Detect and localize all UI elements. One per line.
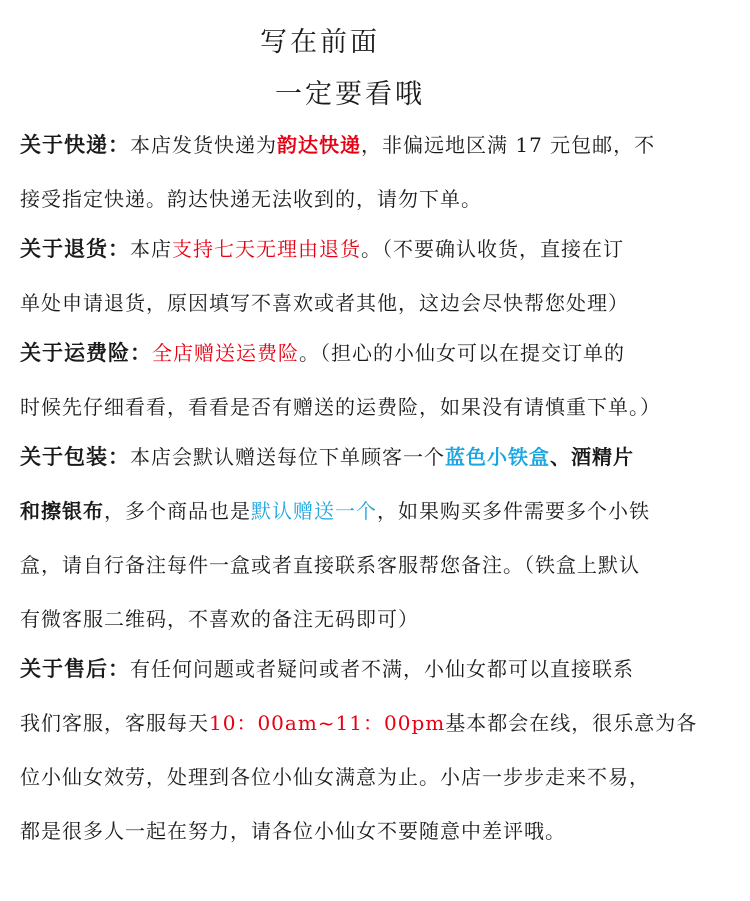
aftersales-line-1 [20, 642, 732, 696]
shipping-line-2: 接受指定快递。韵达快递无法收到的，请勿下单。 [20, 187, 482, 211]
returns-heading: 关于退货： [20, 236, 130, 261]
gift-default: 默认赠送一个 [251, 499, 377, 523]
page-title: 写在前面 [260, 27, 380, 58]
shipping-heading: 关于快递： [20, 132, 130, 157]
courier-name: 韵达快递 [277, 133, 361, 157]
aftersales-text: 基本都会在线，很乐意为各 [445, 711, 698, 735]
service-hours: 10：00am~11：00pm [209, 711, 446, 735]
separator: 、 [550, 445, 571, 469]
gift-silver-cloth: 和擦银布 [20, 499, 104, 523]
shipping-line-1 [20, 118, 732, 172]
packaging-heading: 关于包装： [20, 444, 130, 469]
gift-tin-box: 蓝色小铁盒 [445, 445, 550, 469]
page-subtitle: 一定要看哦 [275, 79, 425, 110]
packaging-line-4: 有微客服二维码，不喜欢的备注无码即可） [20, 607, 419, 631]
returns-policy: 支持七天无理由退货 [172, 237, 361, 261]
insurance-text: 。（担心的小仙女可以在提交订单的 [299, 341, 625, 365]
insurance-heading: 关于运费险： [20, 340, 152, 365]
aftersales-line-4: 都是很多人一起在努力，请各位小仙女不要随意中差评哦。 [20, 819, 566, 843]
returns-text: 。（不要确认收货，直接在订 [361, 237, 624, 261]
shipping-section [20, 118, 732, 226]
aftersales-line-3: 位小仙女效劳，处理到各位小仙女满意为止。小店一步步走来不易， [20, 765, 650, 789]
insurance-line-1 [20, 326, 732, 380]
returns-line-1 [20, 222, 732, 276]
aftersales-text: 有任何问题或者疑问或者不满，小仙女都可以直接联系 [130, 657, 634, 681]
insurance-policy: 全店赠送运费险 [152, 341, 299, 365]
returns-line-2: 单处申请退货，原因填写不喜欢或者其他，这边会尽快帮您处理） [20, 291, 629, 315]
gift-alcohol-wipe: 酒精片 [571, 445, 634, 469]
packaging-text: ，多个商品也是 [104, 499, 251, 523]
returns-section [20, 222, 732, 330]
packaging-text: 本店会默认赠送每位下单顾客一个 [130, 445, 445, 469]
returns-text: 本店 [130, 237, 172, 261]
aftersales-text: 我们客服，客服每天 [20, 711, 209, 735]
insurance-line-2: 时候先仔细看看，看看是否有赠送的运费险，如果没有请慎重下单。） [20, 395, 661, 419]
shipping-text: ，非偏远地区满 17 元包邮，不 [361, 133, 656, 157]
insurance-section [20, 326, 732, 434]
aftersales-heading: 关于售后： [20, 656, 130, 681]
shipping-text: 本店发货快递为 [130, 133, 277, 157]
packaging-line-3: 盒，请自行备注每件一盒或者直接联系客服帮您备注。（铁盒上默认 [20, 553, 640, 577]
packaging-text: ，如果购买多件需要多个小铁 [377, 499, 650, 523]
packaging-line-2 [20, 484, 732, 538]
packaging-line-1 [20, 430, 732, 484]
packaging-section [20, 430, 732, 646]
aftersales-line-2 [20, 696, 732, 750]
aftersales-section [20, 642, 732, 858]
